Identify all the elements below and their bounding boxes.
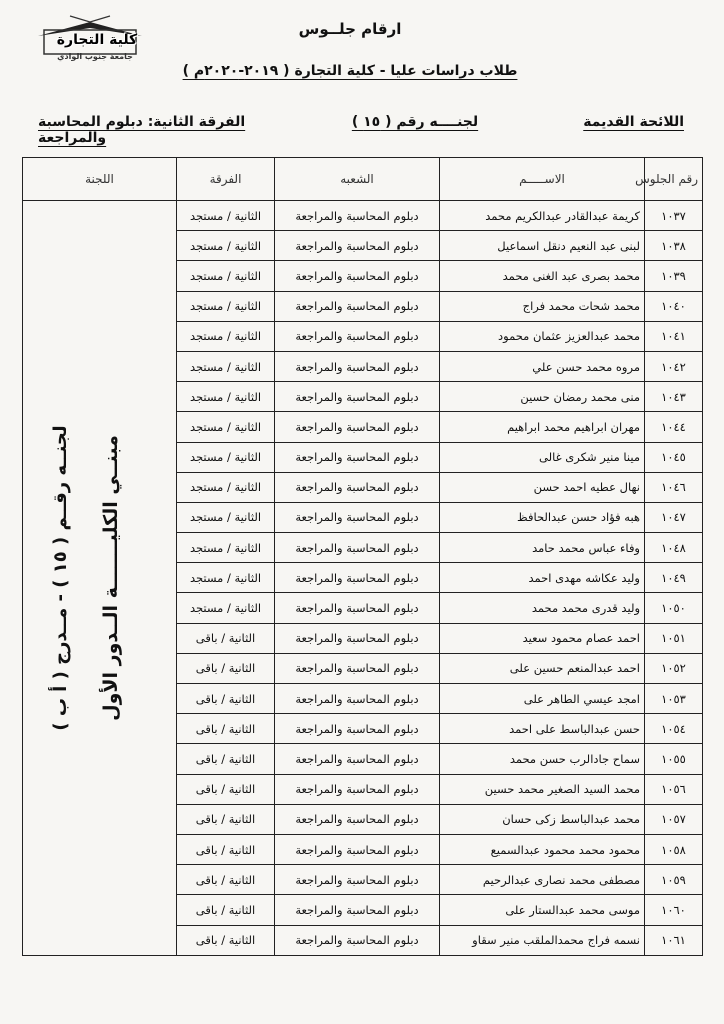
student-name-cell: وليد عكاشه مهدى احمد bbox=[440, 563, 645, 593]
seat-number-cell: ١٠٣٩ bbox=[645, 261, 703, 291]
year-status-cell: الثانية / باقى bbox=[177, 865, 275, 895]
student-name-cell: كريمة عبدالقادر عبدالكريم محمد bbox=[440, 201, 645, 231]
student-name-cell: محمد السيد الصغير محمد حسين bbox=[440, 774, 645, 804]
table-body bbox=[23, 201, 703, 956]
division-cell: دبلوم المحاسبة والمراجعة bbox=[275, 774, 440, 804]
division-cell: دبلوم المحاسبة والمراجعة bbox=[275, 684, 440, 714]
division-cell: دبلوم المحاسبة والمراجعة bbox=[275, 714, 440, 744]
logo-subtitle: جامعة جنوب الوادي bbox=[57, 52, 133, 61]
year-status-cell: الثانية / مستجد bbox=[177, 351, 275, 381]
year-status-cell: الثانية / باقى bbox=[177, 774, 275, 804]
seat-number-cell: ١٠٤٩ bbox=[645, 563, 703, 593]
seat-number-cell: ١٠٤٥ bbox=[645, 442, 703, 472]
year-status-cell: الثانية / باقى bbox=[177, 744, 275, 774]
header-seat-number: رقم الجلوس bbox=[645, 158, 703, 201]
committee-text-wrap bbox=[20, 228, 172, 928]
page-title: ارقام جلــوس bbox=[298, 20, 402, 38]
division-cell: دبلوم المحاسبة والمراجعة bbox=[275, 834, 440, 864]
year-status-cell: الثانية / مستجد bbox=[177, 201, 275, 231]
student-name-cell: محمد شحات محمد فراج bbox=[440, 291, 645, 321]
committee-location-line1: لجنــه رقــم ( ١٥ ) - مــدرج ( أ ب ) bbox=[50, 425, 71, 731]
seat-number-cell: ١٠٤٢ bbox=[645, 351, 703, 381]
seat-number-cell: ١٠٥٤ bbox=[645, 714, 703, 744]
seat-number-cell: ١٠٥٨ bbox=[645, 834, 703, 864]
year-status-cell: الثانية / باقى bbox=[177, 684, 275, 714]
division-cell: دبلوم المحاسبة والمراجعة bbox=[275, 925, 440, 955]
division-cell: دبلوم المحاسبة والمراجعة bbox=[275, 351, 440, 381]
division-cell: دبلوم المحاسبة والمراجعة bbox=[275, 895, 440, 925]
student-name-cell: منى محمد رمضان حسين bbox=[440, 382, 645, 412]
student-name-cell: احمد عصام محمود سعيد bbox=[440, 623, 645, 653]
header-division: الشعبه bbox=[275, 158, 440, 201]
regulation-label: اللائحة القديمة bbox=[583, 114, 684, 130]
year-program-label: الفرقة الثانية: دبلوم المحاسبة والمراجعة bbox=[38, 114, 246, 146]
committee-location-line2: مبنــي الكليـــــــة الــدور الأول bbox=[100, 434, 122, 721]
seat-number-cell: ١٠٥١ bbox=[645, 623, 703, 653]
student-name-cell: محمد عبدالعزيز عثمان محمود bbox=[440, 321, 645, 351]
student-name-cell: محمد بصرى عبد الغنى محمد bbox=[440, 261, 645, 291]
seat-number-cell: ١٠٤٨ bbox=[645, 533, 703, 563]
division-cell: دبلوم المحاسبة والمراجعة bbox=[275, 533, 440, 563]
seat-number-cell: ١٠٤٤ bbox=[645, 412, 703, 442]
division-cell: دبلوم المحاسبة والمراجعة bbox=[275, 593, 440, 623]
header-year: الفرقة bbox=[177, 158, 275, 201]
student-name-cell: مروه محمد حسن علي bbox=[440, 351, 645, 381]
seat-number-cell: ١٠٥٩ bbox=[645, 865, 703, 895]
logo-title: كلية التجارة bbox=[56, 32, 138, 48]
student-name-cell: محمد عبدالباسط زكى حسان bbox=[440, 804, 645, 834]
student-name-cell: نسمه فراج محمدالملقب منير سقاو bbox=[440, 925, 645, 955]
division-cell: دبلوم المحاسبة والمراجعة bbox=[275, 201, 440, 231]
year-status-cell: الثانية / مستجد bbox=[177, 563, 275, 593]
year-status-cell: الثانية / مستجد bbox=[177, 412, 275, 442]
division-cell: دبلوم المحاسبة والمراجعة bbox=[275, 563, 440, 593]
division-cell: دبلوم المحاسبة والمراجعة bbox=[275, 502, 440, 532]
page-subtitle: طلاب دراسات عليا - كلية التجارة ( ٢٠١٩-٢٠٢٠م ) bbox=[182, 63, 518, 79]
seat-number-cell: ١٠٤٦ bbox=[645, 472, 703, 502]
seat-number-cell: ١٠٥٧ bbox=[645, 804, 703, 834]
year-status-cell: الثانية / باقى bbox=[177, 623, 275, 653]
division-cell: دبلوم المحاسبة والمراجعة bbox=[275, 472, 440, 502]
college-logo bbox=[30, 14, 150, 64]
division-cell: دبلوم المحاسبة والمراجعة bbox=[275, 291, 440, 321]
student-name-cell: مهران ابراهيم محمد ابراهيم bbox=[440, 412, 645, 442]
division-cell: دبلوم المحاسبة والمراجعة bbox=[275, 744, 440, 774]
student-name-cell: لبنى عبد النعيم دنقل اسماعيل bbox=[440, 231, 645, 261]
student-name-cell: نهال عطيه احمد حسن bbox=[440, 472, 645, 502]
year-status-cell: الثانية / مستجد bbox=[177, 382, 275, 412]
seat-number-cell: ١٠٤١ bbox=[645, 321, 703, 351]
year-status-cell: الثانية / مستجد bbox=[177, 321, 275, 351]
student-name-cell: محمود محمد محمود عبدالسميع bbox=[440, 834, 645, 864]
student-name-cell: هبه فؤاد حسن عبدالحافظ bbox=[440, 502, 645, 532]
student-name-cell: موسى محمد عبدالستار على bbox=[440, 895, 645, 925]
header-committee: اللجنة bbox=[23, 158, 177, 201]
student-name-cell: سماح جادالرب حسن محمد bbox=[440, 744, 645, 774]
seat-number-cell: ١٠٤٠ bbox=[645, 291, 703, 321]
header-name: الاســـــم bbox=[440, 158, 645, 201]
table-row bbox=[23, 201, 703, 231]
year-status-cell: الثانية / باقى bbox=[177, 714, 275, 744]
division-cell: دبلوم المحاسبة والمراجعة bbox=[275, 321, 440, 351]
seat-number-cell: ١٠٣٧ bbox=[645, 201, 703, 231]
seat-number-cell: ١٠٥٠ bbox=[645, 593, 703, 623]
seat-number-cell: ١٠٤٣ bbox=[645, 382, 703, 412]
year-status-cell: الثانية / باقى bbox=[177, 653, 275, 683]
seat-number-cell: ١٠٥٦ bbox=[645, 774, 703, 804]
year-status-cell: الثانية / مستجد bbox=[177, 593, 275, 623]
year-status-cell: الثانية / مستجد bbox=[177, 231, 275, 261]
seat-number-cell: ١٠٥٣ bbox=[645, 684, 703, 714]
year-status-cell: الثانية / مستجد bbox=[177, 291, 275, 321]
student-name-cell: مينا منير شكرى غالى bbox=[440, 442, 645, 472]
seat-number-cell: ١٠٥٥ bbox=[645, 744, 703, 774]
year-status-cell: الثانية / باقى bbox=[177, 925, 275, 955]
table-header-row bbox=[23, 158, 703, 201]
student-name-cell: مصطفى محمد نصارى عبدالرحيم bbox=[440, 865, 645, 895]
committee-label: لجنــــه رقم ( ١٥ ) bbox=[351, 114, 479, 130]
division-cell: دبلوم المحاسبة والمراجعة bbox=[275, 231, 440, 261]
year-status-cell: الثانية / باقى bbox=[177, 895, 275, 925]
division-cell: دبلوم المحاسبة والمراجعة bbox=[275, 261, 440, 291]
seat-number-cell: ١٠٦١ bbox=[645, 925, 703, 955]
division-cell: دبلوم المحاسبة والمراجعة bbox=[275, 412, 440, 442]
committee-cell bbox=[23, 201, 177, 956]
year-status-cell: الثانية / مستجد bbox=[177, 502, 275, 532]
student-name-cell: احمد عبدالمنعم حسين على bbox=[440, 653, 645, 683]
year-status-cell: الثانية / باقى bbox=[177, 804, 275, 834]
division-cell: دبلوم المحاسبة والمراجعة bbox=[275, 623, 440, 653]
year-status-cell: الثانية / مستجد bbox=[177, 472, 275, 502]
student-name-cell: حسن عبدالباسط على احمد bbox=[440, 714, 645, 744]
student-name-cell: وفاء عباس محمد حامد bbox=[440, 533, 645, 563]
seat-number-cell: ١٠٦٠ bbox=[645, 895, 703, 925]
student-name-cell: وليد قدرى محمد محمد bbox=[440, 593, 645, 623]
division-cell: دبلوم المحاسبة والمراجعة bbox=[275, 382, 440, 412]
division-cell: دبلوم المحاسبة والمراجعة bbox=[275, 653, 440, 683]
seat-number-cell: ١٠٣٨ bbox=[645, 231, 703, 261]
division-cell: دبلوم المحاسبة والمراجعة bbox=[275, 865, 440, 895]
seating-table bbox=[22, 157, 703, 956]
division-cell: دبلوم المحاسبة والمراجعة bbox=[275, 442, 440, 472]
year-status-cell: الثانية / مستجد bbox=[177, 261, 275, 291]
year-status-cell: الثانية / باقى bbox=[177, 834, 275, 864]
seat-number-cell: ١٠٤٧ bbox=[645, 502, 703, 532]
student-name-cell: امجد عيسي الطاهر على bbox=[440, 684, 645, 714]
year-status-cell: الثانية / مستجد bbox=[177, 442, 275, 472]
year-status-cell: الثانية / مستجد bbox=[177, 533, 275, 563]
seat-number-cell: ١٠٥٢ bbox=[645, 653, 703, 683]
division-cell: دبلوم المحاسبة والمراجعة bbox=[275, 804, 440, 834]
